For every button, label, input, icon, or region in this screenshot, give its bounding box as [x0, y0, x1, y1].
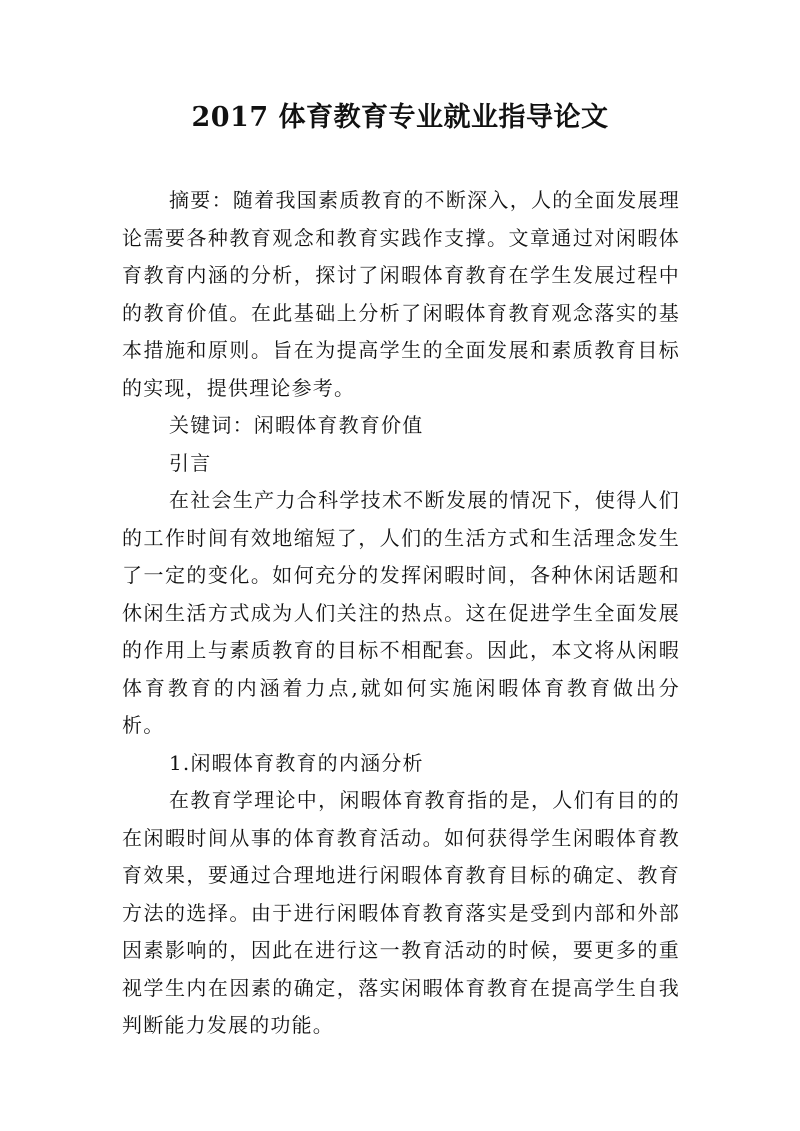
document-body — [122, 182, 680, 1045]
section-heading-1: 1.闲暇体育教育的内涵分析 — [169, 750, 424, 775]
introduction-paragraph: 在社会生产力合科学技术不断发展的情况下，使得人们的工作时间有效地缩短了，人们的生活方式和生活理念发生了一定的变化。如何充分的发挥闲暇时间，各种休闲话题和休闲生活方式成为人们关注的热点。这在促进学生全面发展的作用上与素质教育的目标不相配套。因此，本文将从闲暇体育教育的内涵着力点,就如何实施闲暇体育教育做出分析。 — [122, 488, 680, 737]
abstract-paragraph: 摘要：随着我国素质教育的不断深入，人的全面发展理论需要各种教育观念和教育实践作支撑。文章通过对闲暇体育教育内涵的分析，探讨了闲暇体育教育在学生发展过程中的教育价值。在此基础上分析了闲暇体育教育观念落实的基本措施和原则。旨在为提高学生的全面发展和素质教育目标的实现，提供理论参考。 — [122, 188, 680, 400]
section-1-paragraph: 在教育学理论中，闲暇体育教育指的是，人们有目的的在闲暇时间从事的体育教育活动。如何获得学生闲暇体育教育效果，要通过合理地进行闲暇体育教育目标的确定、教育方法的选择。由于进行闲暇体育教育落实是受到内部和外部因素影响的，因此在进行这一教育活动的时候，要更多的重视学生内在因素的确定，落实闲暇体育教育在提高学生自我判断能力发展的功能。 — [122, 788, 680, 1037]
section-heading-introduction: 引言 — [169, 450, 212, 475]
keywords-line: 关键词：闲暇体育教育价值 — [169, 413, 424, 437]
document-title: 2017 体育教育专业就业指导论文 — [191, 102, 609, 133]
